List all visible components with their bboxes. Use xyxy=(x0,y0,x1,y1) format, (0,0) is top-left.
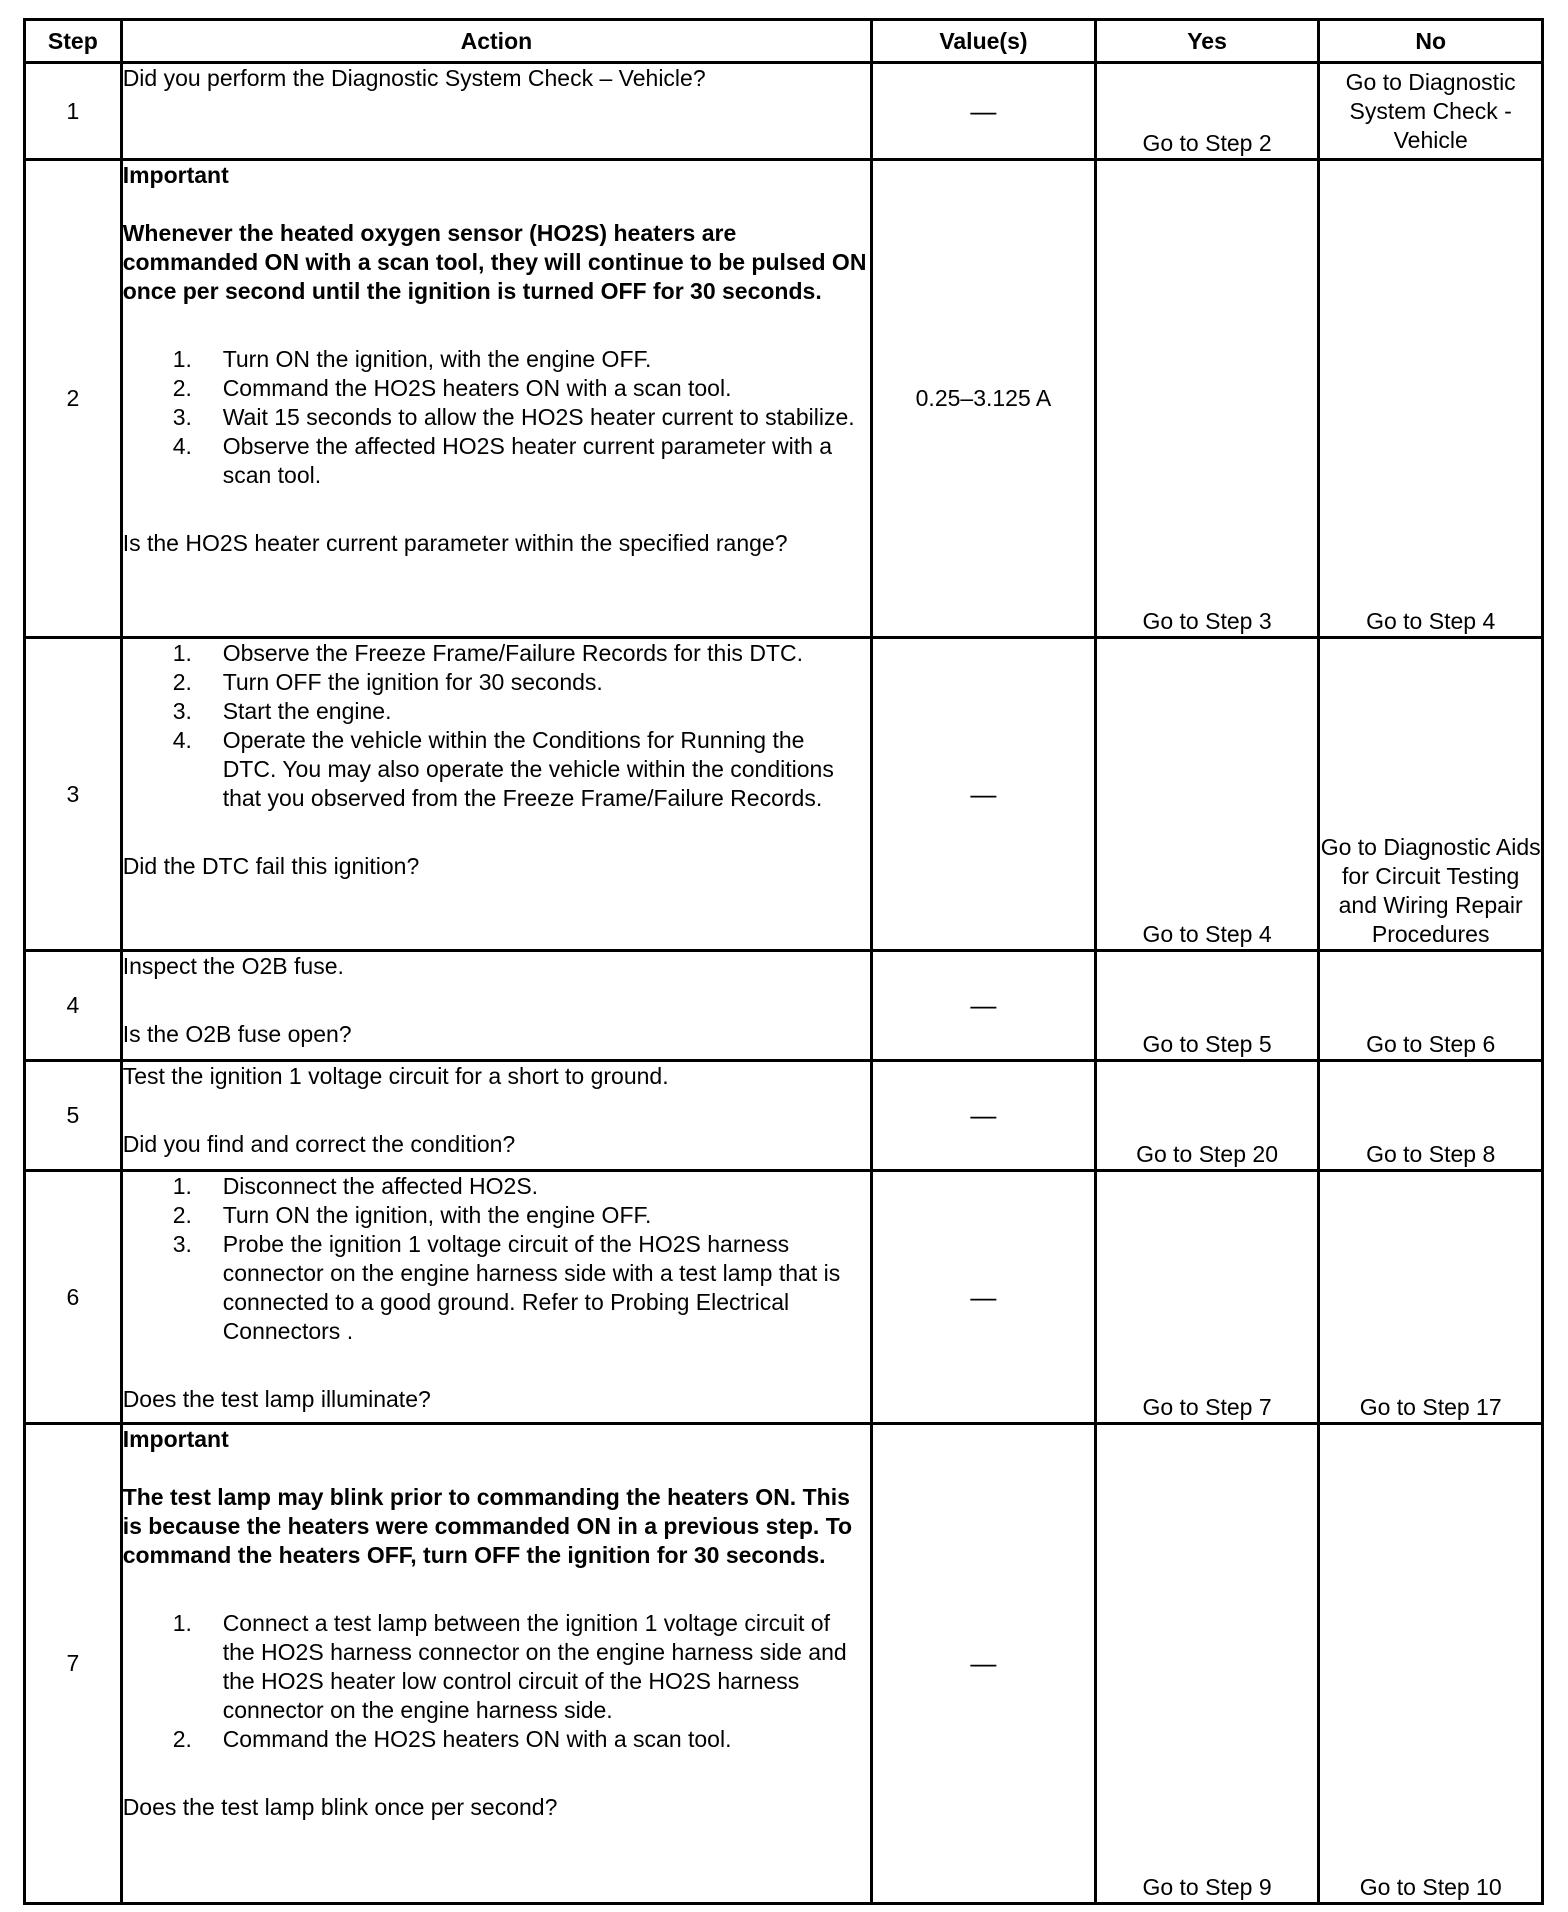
header-step: Step xyxy=(25,20,122,63)
header-yes: Yes xyxy=(1095,20,1319,63)
table-row xyxy=(25,1424,1543,1904)
table-row xyxy=(25,1061,1543,1171)
action-question: Is the HO2S heater current parameter within the specified range? xyxy=(122,530,788,556)
important-heading: Important xyxy=(122,162,229,188)
step-number: 6 xyxy=(25,1171,122,1424)
procedure-list xyxy=(123,1609,870,1754)
action-question: Does the test lamp illuminate? xyxy=(122,1386,431,1412)
list-item: 1. Turn ON the ignition, with the engine OFF. xyxy=(172,346,652,372)
yes-cell: Go to Step 2 xyxy=(1095,63,1319,160)
yes-cell: Go to Step 5 xyxy=(1095,951,1319,1061)
procedure-list xyxy=(123,639,870,813)
list-item: 2. Command the HO2S heaters ON with a scan tool. xyxy=(172,1726,732,1752)
list-item: 3. Wait 15 seconds to allow the HO2S heater current to stabilize. xyxy=(172,404,855,430)
yes-cell: Go to Step 9 xyxy=(1095,1424,1319,1904)
value-cell: 0.25–3.125 A xyxy=(872,160,1096,638)
table-row xyxy=(25,951,1543,1061)
important-heading: Important xyxy=(122,1426,229,1452)
list-item: 1. Connect a test lamp between the ignition 1 voltage circuit of the HO2S harness connector on the engine harness side and the HO2S heater low control circuit of the HO2S harness connector on the engine harness side. xyxy=(172,1610,847,1723)
step-number: 1 xyxy=(25,63,122,160)
yes-cell: Go to Step 3 xyxy=(1095,160,1319,638)
action-cell xyxy=(121,1424,871,1904)
table-row xyxy=(25,160,1543,638)
step-number: 4 xyxy=(25,951,122,1061)
important-note: The test lamp may blink prior to commanding the heaters ON. This is because the heaters were commanded ON in a previous step. To command the heaters OFF, turn OFF the ignition for 30 seconds. xyxy=(122,1484,853,1568)
table-row xyxy=(25,63,1543,160)
header-row xyxy=(25,20,1543,63)
no-cell: Go to Diagnostic Aids for Circuit Testing and Wiring Repair Procedures xyxy=(1319,638,1543,951)
action-question: Did you perform the Diagnostic System Check – Vehicle? xyxy=(122,65,706,91)
yes-cell: Go to Step 4 xyxy=(1095,638,1319,951)
list-item: 2. Turn OFF the ignition for 30 seconds. xyxy=(172,669,603,695)
action-cell xyxy=(121,1171,871,1424)
no-cell: Go to Diagnostic System Check - Vehicle xyxy=(1319,63,1543,160)
value-cell: — xyxy=(872,1424,1096,1904)
step-number: 3 xyxy=(25,638,122,951)
action-question: Does the test lamp blink once per second? xyxy=(122,1794,558,1820)
no-cell: Go to Step 17 xyxy=(1319,1171,1543,1424)
action-cell xyxy=(121,160,871,638)
header-action: Action xyxy=(121,20,871,63)
step-number: 5 xyxy=(25,1061,122,1171)
value-cell: — xyxy=(872,63,1096,160)
action-cell xyxy=(121,951,871,1061)
list-item: 1. Disconnect the affected HO2S. xyxy=(172,1173,539,1199)
action-cell xyxy=(121,1061,871,1171)
action-intro: Test the ignition 1 voltage circuit for a short to ground. xyxy=(122,1063,669,1089)
action-question: Is the O2B fuse open? xyxy=(122,1021,352,1047)
list-item: 3. Probe the ignition 1 voltage circuit of the HO2S harness connector on the engine harness side with a test lamp that is connected to a good ground. Refer to Probing Electrical Connectors . xyxy=(172,1231,841,1344)
yes-cell: Go to Step 20 xyxy=(1095,1061,1319,1171)
list-item: 2. Command the HO2S heaters ON with a scan tool. xyxy=(172,375,732,401)
no-cell: Go to Step 10 xyxy=(1319,1424,1543,1904)
diagnostic-table xyxy=(23,18,1544,1905)
header-no: No xyxy=(1319,20,1543,63)
no-cell: Go to Step 8 xyxy=(1319,1061,1543,1171)
value-cell: — xyxy=(872,1061,1096,1171)
list-item: 4. Observe the affected HO2S heater current parameter with a scan tool. xyxy=(172,433,833,488)
procedure-list xyxy=(123,345,870,490)
list-item: 1. Observe the Freeze Frame/Failure Records for this DTC. xyxy=(172,640,803,666)
table-row xyxy=(25,1171,1543,1424)
list-item: 4. Operate the vehicle within the Conditions for Running the DTC. You may also operate the vehicle within the conditions that you observed from the Freeze Frame/Failure Records. xyxy=(172,727,834,811)
action-cell xyxy=(121,63,871,160)
list-item: 3. Start the engine. xyxy=(172,698,392,724)
step-number: 2 xyxy=(25,160,122,638)
no-cell: Go to Step 4 xyxy=(1319,160,1543,638)
action-question: Did you find and correct the condition? xyxy=(122,1131,516,1157)
value-cell: — xyxy=(872,1171,1096,1424)
list-item: 2. Turn ON the ignition, with the engine OFF. xyxy=(172,1202,652,1228)
value-cell: — xyxy=(872,951,1096,1061)
header-values: Value(s) xyxy=(872,20,1096,63)
step-number: 7 xyxy=(25,1424,122,1904)
action-intro: Inspect the O2B fuse. xyxy=(122,953,344,979)
important-note: Whenever the heated oxygen sensor (HO2S) heaters are commanded ON with a scan tool, they will continue to be pulsed ON once per second until the ignition is turned OFF for 30 seconds. xyxy=(122,220,867,304)
table-row xyxy=(25,638,1543,951)
action-question: Did the DTC fail this ignition? xyxy=(122,853,420,879)
no-cell: Go to Step 6 xyxy=(1319,951,1543,1061)
value-cell: — xyxy=(872,638,1096,951)
action-cell xyxy=(121,638,871,951)
procedure-list xyxy=(123,1172,870,1346)
yes-cell: Go to Step 7 xyxy=(1095,1171,1319,1424)
